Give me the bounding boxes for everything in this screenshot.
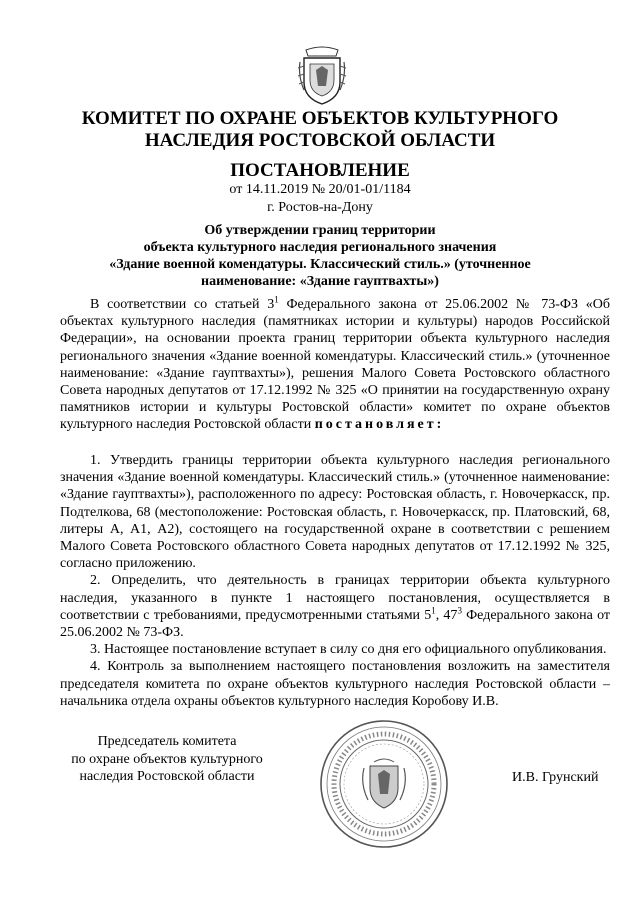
preamble-text-part1: В соответствии со статьей 3 <box>90 297 275 312</box>
coat-of-arms-emblem-icon <box>296 46 348 108</box>
item-2-superscript1: 1 <box>431 605 436 616</box>
item-1: 1. Утвердить границы территории объекта культурного наследия регионального значения «Здание военной комендатуры. Классический стиль.» (уточненное наименование: «Здание гауптвахты»), расположенного по адресу: Ростовская область, г. Новочеркасск, пр. Подтелкова, 68 (местоположение: Ростовская область, г. Новочеркасск, пр. Платовский, 68, литеры А, А1, А2), состоящего на государственной охране в соответствии с решением Малого Совета Ростовского областного Совета народных депутатов от 17.12.1992 № 325, согласно приложению. <box>60 453 610 572</box>
signatory-name: И.В. Грунский <box>512 770 599 785</box>
preamble-paragraph <box>60 296 610 434</box>
item-2 <box>60 572 610 641</box>
official-seal-icon <box>318 718 450 850</box>
item-2-part3: Федерального закона от 25.06.2002 № 73-ФЗ. <box>60 607 611 641</box>
document-type: ПОСТАНОВЛЕНИЕ <box>230 160 410 181</box>
resolution-items <box>60 452 610 710</box>
item-2-part1: 2. Определить, что деятельность в границах территории объекта культурного наследия, указанного в пункте 1 настоящего постановления, осуществляется в соответствии с требованиями, предусмотренными статьями 5 <box>60 573 610 623</box>
item-3: 3. Настоящее постановление вступает в силу со дня его официального опубликования. <box>90 642 607 658</box>
organization-name-line1: КОМИТЕТ ПО ОХРАНЕ ОБЪЕКТОВ КУЛЬТУРНОГО <box>81 108 559 129</box>
subject-line3: «Здание военной комендатуры. Классический стиль.» (уточненное <box>109 257 531 272</box>
preamble-superscript: 1 <box>274 294 279 305</box>
decree-word: постановляет: <box>314 417 445 433</box>
position-line3: наследия Ростовской области <box>79 769 255 784</box>
organization-name-line2: НАСЛЕДИЯ РОСТОВСКОЙ ОБЛАСТИ <box>144 130 496 151</box>
item-4: 4. Контроль за выполнением настоящего постановления возложить на заместителя председателя комитета по охране объектов культурного наследия Ростовской области – начальника отдела охраны объектов культурного наследия Коробову И.В. <box>60 659 610 709</box>
item-2-part2: , 47 <box>435 607 458 623</box>
subject-line1: Об утверждении границ территории <box>204 223 436 238</box>
subject-line4: наименование: «Здание гауптвахты») <box>201 274 439 289</box>
item-2-superscript2: 3 <box>457 605 462 616</box>
document-city: г. Ростов-на-Дону <box>267 200 373 215</box>
position-line2: по охране объектов культурного <box>71 751 263 767</box>
subject-line2: объекта культурного наследия регионального значения <box>143 240 497 255</box>
position-line1: Председатель комитета <box>97 734 237 749</box>
preamble-text-part2: Федерального закона от 25.06.2002 № 73-ФЗ «Об объектах культурного наследия (памятниках истории и культуры) народов Российской Федерации», на основании проекта границ территории объекта культурного наследия регионального значения «Здание военной комендатуры. Классический стиль.» (уточненное наименование: «Здание гауптвахты»), решения Малого Совета Ростовского областного Совета народных депутатов от 17.12.1992 № 325 «О принятии на государственную охрану памятников истории и культуры Ростовской области» комитет по охране объектов культурного наследия Ростовской области <box>60 297 610 433</box>
document-date-number: от 14.11.2019 № 20/01-01/1184 <box>229 182 411 197</box>
signatory-position <box>60 733 274 786</box>
